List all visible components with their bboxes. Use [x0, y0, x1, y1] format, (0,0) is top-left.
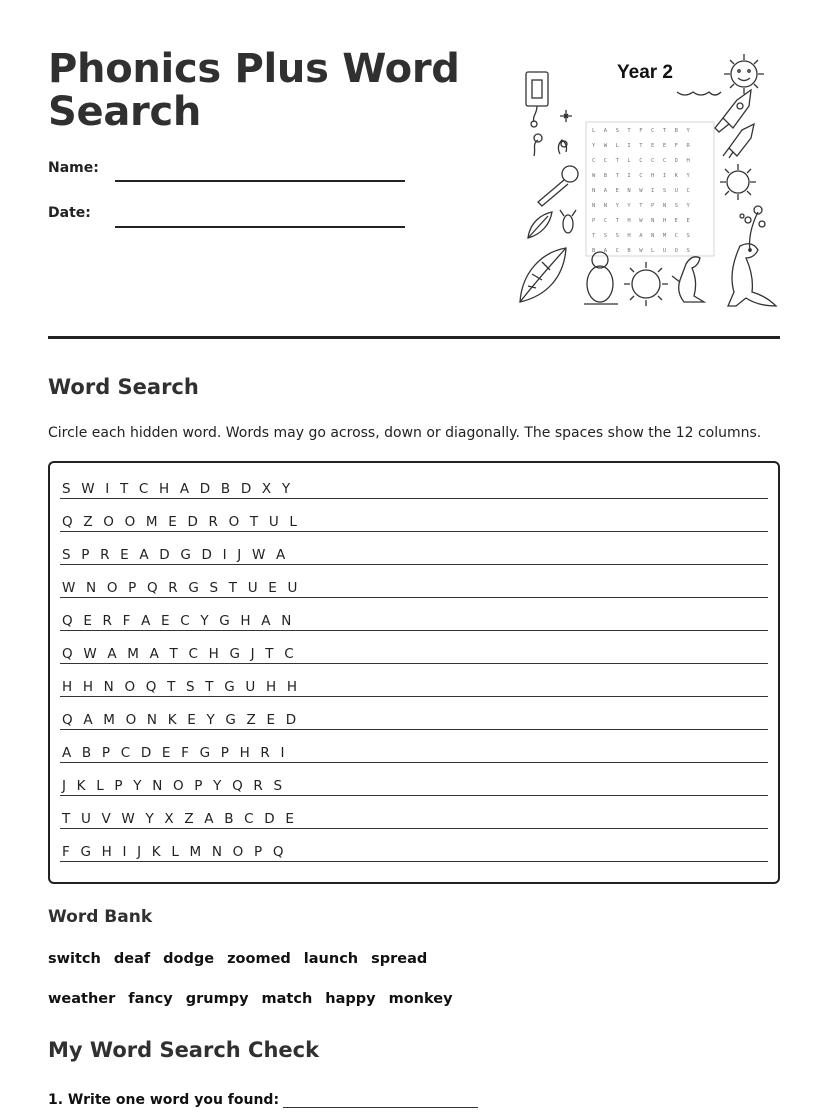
- flowers-icon: [534, 134, 567, 156]
- puzzle-row-1[interactable]: [60, 466, 768, 499]
- bug-icon: [560, 210, 576, 233]
- svg-text:NNYYTPNSY: NNYYTPNSY: [592, 203, 699, 209]
- light-switch-icon: [526, 72, 548, 127]
- puzzle-row-letters: S P R E A D G D I J W A: [62, 547, 289, 563]
- puzzle-row-letters: Q Z O O M E D R O T U L: [62, 514, 301, 530]
- word-bank-title: Word Bank: [48, 907, 153, 927]
- puzzle-row-letters: Q E R F A E C Y G H A N: [62, 613, 295, 629]
- rocket-icon: [723, 124, 754, 158]
- word-bank-item: zoomed: [227, 951, 291, 967]
- word-bank-item: weather: [48, 991, 116, 1007]
- rocket-icon: [715, 90, 751, 132]
- puzzle-grid: [48, 461, 780, 884]
- page-title: Phonics Plus Word Search: [48, 46, 460, 135]
- puzzle-row-10[interactable]: [60, 763, 768, 796]
- check-question-label: 1. Write one word you found:: [48, 1092, 280, 1108]
- puzzle-row-2[interactable]: [60, 499, 768, 532]
- word-bank-row-2: [48, 991, 453, 1007]
- svg-text:BACBWLUOS: BACBWLUOS: [592, 248, 699, 254]
- word-bank-item: grumpy: [185, 991, 249, 1007]
- puzzle-row-letters: A B P C D E F G P H R I: [62, 745, 288, 761]
- puzzle-row-7[interactable]: [60, 664, 768, 697]
- svg-text:TSSHANMCS: TSSHANMCS: [592, 233, 699, 239]
- cloud-icon: [677, 92, 721, 95]
- puzzle-row-letters: T U V W Y X Z A B C D E: [62, 811, 298, 827]
- kangaroo-icon: [672, 257, 704, 302]
- puzzle-row-12[interactable]: [60, 829, 768, 862]
- dinosaur-icon: [728, 244, 776, 306]
- date-label: Date:: [48, 205, 91, 221]
- sun-icon: [624, 262, 668, 306]
- svg-text:YWLITEEFR: YWLITEEFR: [592, 143, 699, 149]
- leaves-icon: [520, 248, 566, 302]
- puzzle-row-5[interactable]: [60, 598, 768, 631]
- svg-text:NAENWISUC: NAENWISUC: [592, 188, 699, 194]
- word-bank-item: spread: [371, 951, 428, 967]
- grade-label: Year 2: [617, 62, 673, 83]
- sparkle-icon: [560, 110, 572, 122]
- puzzle-row-letters: F G H I J K L M N O P Q: [62, 844, 287, 860]
- word-bank-item: dodge: [163, 951, 215, 967]
- puzzle-row-9[interactable]: [60, 730, 768, 763]
- word-bank-item: happy: [325, 991, 376, 1007]
- answer-field[interactable]: [283, 1093, 478, 1108]
- puzzle-row-6[interactable]: [60, 631, 768, 664]
- word-bank-item: switch: [48, 951, 101, 967]
- word-bank-item: fancy: [128, 991, 173, 1007]
- puzzle-row-8[interactable]: [60, 697, 768, 730]
- name-field[interactable]: [115, 180, 405, 182]
- puzzle-row-4[interactable]: [60, 565, 768, 598]
- svg-text:WBTICHIKY: WBTICHIKY: [592, 173, 699, 179]
- sun-face-icon: [724, 54, 764, 94]
- word-search-title: Word Search: [48, 375, 199, 399]
- leaf-icon: [528, 212, 552, 238]
- sun-icon: [720, 164, 756, 200]
- puzzle-row-letters: J K L P Y N O P Y Q R S: [62, 778, 286, 794]
- date-field[interactable]: [115, 226, 405, 228]
- puzzle-row-11[interactable]: [60, 796, 768, 829]
- magnifier-icon: [538, 166, 578, 206]
- check-title: My Word Search Check: [48, 1038, 320, 1062]
- svg-text:PCTHWNHEE: PCTHWNHEE: [592, 218, 699, 224]
- meerkat-icon: [584, 252, 618, 304]
- header-divider: [48, 336, 780, 339]
- puzzle-row-letters: Q W A M A T C H G J T C: [62, 646, 297, 662]
- puzzle-row-letters: H H N O Q T S T G U H H: [62, 679, 301, 695]
- check-question-1: [48, 1092, 478, 1108]
- word-bank-row-1: [48, 951, 427, 967]
- word-bank-item: launch: [303, 951, 359, 967]
- puzzle-row-letters: W N O P Q R G S T U E U: [62, 580, 301, 596]
- svg-text:CCTLCCCDH: CCTLCCCDH: [592, 158, 699, 164]
- puzzle-row-letters: Q A M O N K E Y G Z E D: [62, 712, 300, 728]
- svg-text:LASTFCTBY: LASTFCTBY: [592, 128, 699, 134]
- puzzle-row-letters: S W I T C H A D B D X Y: [62, 481, 294, 497]
- word-bank-item: deaf: [113, 951, 151, 967]
- cover-illustration: [512, 52, 782, 314]
- word-bank-item: monkey: [388, 991, 453, 1007]
- word-bank-item: match: [261, 991, 313, 1007]
- instructions: Circle each hidden word. Words may go across, down or diagonally. The spaces show the 12 columns.: [48, 425, 762, 441]
- puzzle-row-3[interactable]: [60, 532, 768, 565]
- mini-grid-letters: [592, 128, 698, 254]
- name-label: Name:: [48, 160, 99, 176]
